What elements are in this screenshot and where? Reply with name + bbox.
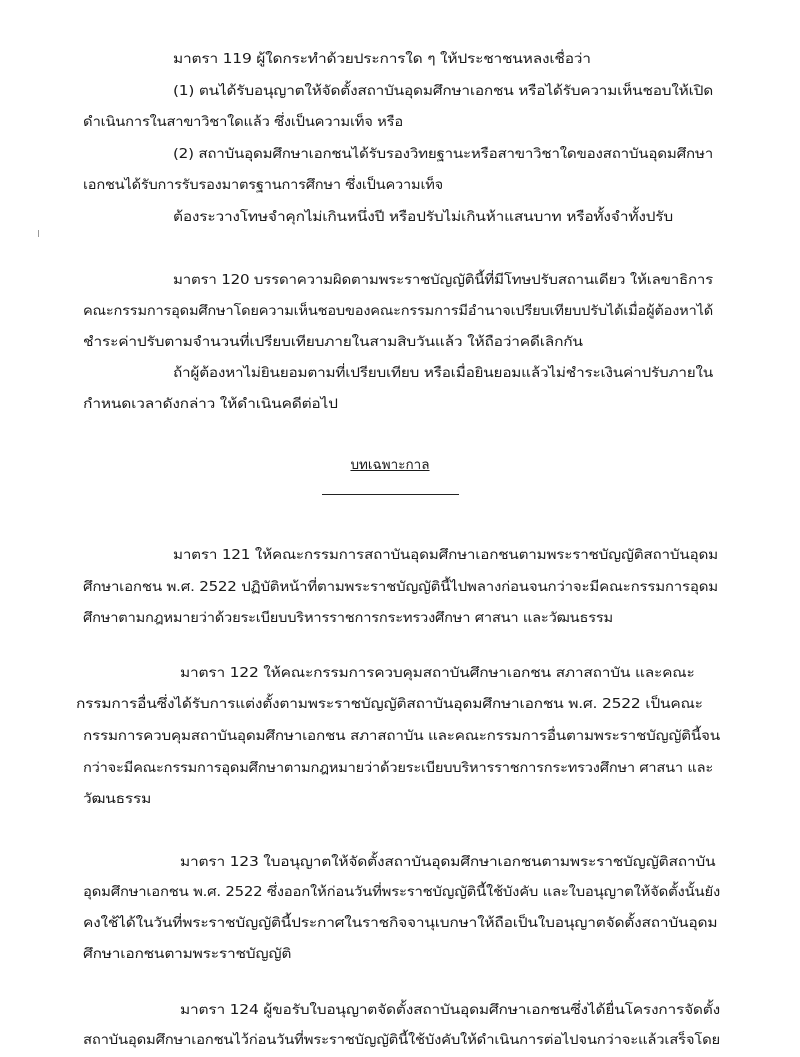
section-119-line-5: เอกชนได้รับการรับรองมาตรฐานการศึกษา ซึ่งเป็นความเท็จ: [83, 177, 443, 193]
section-120-line-5: กำหนดเวลาดังกล่าว ให้ดำเนินคดีต่อไป: [83, 396, 338, 412]
section-120-line-1: มาตรา 120 บรรดาความผิดตามพระราชบัญญัตินี้ที่มีโทษปรับสถานเดียว ให้เลขาธิการ: [173, 272, 713, 288]
section-120-line-4: ถ้าผู้ต้องหาไม่ยินยอมตามที่เปรียบเทียบ หรือเมื่อยินยอมแล้วไม่ชำระเงินค่าปรับภายใน: [173, 365, 713, 381]
section-122-line-4: กว่าจะมีคณะกรรมการอุดมศึกษาตามกฎหมายว่าด้วยระเบียบบริหารราชการกระทรวงศึกษา ศาสนา และ: [83, 760, 713, 776]
section-123-line-3: คงใช้ได้ในวันที่พระราชบัญญัตินี้ประกาศในราชกิจจานุเบกษาให้ถือเป็นใบอนุญาตจัดตั้งสถาบันอุดม: [83, 915, 718, 931]
section-122-line-3: กรรมการควบคุมสถาบันอุดมศึกษาเอกชน สภาสถาบัน และคณะกรรมการอื่นตามพระราชบัญญัตินี้จน: [83, 728, 720, 744]
section-121-line-3: ศึกษาตามกฎหมายว่าด้วยระเบียบบริหารราชการกระทรวงศึกษา ศาสนา และวัฒนธรรม: [83, 610, 613, 626]
transitional-provisions-heading: บทเฉพาะกาล: [350, 457, 430, 473]
section-122-line-2: กรรมการอื่นซึ่งได้รับการแต่งตั้งตามพระราชบัญญัติสถาบันอุดมศึกษาเอกชน พ.ศ. 2522 เป็นคณะ: [76, 696, 703, 712]
section-123-line-2: อุดมศึกษาเอกชน พ.ศ. 2522 ซึ่งออกให้ก่อนวันที่พระราชบัญญัตินี้ใช้บังคับ และใบอนุญาตให้จัดตั้งนั้นยัง: [83, 884, 720, 900]
section-121-line-1: มาตรา 121 ให้คณะกรรมการสถาบันอุดมศึกษาเอกชนตามพระราชบัญญัติสถาบันอุดม: [173, 547, 718, 563]
section-119-line-4: (2) สถาบันอุดมศึกษาเอกชนได้รับรองวิทยฐานะหรือสาขาวิชาใดของสถาบันอุดมศึกษา: [173, 146, 713, 162]
section-119-line-3: ดำเนินการในสาขาวิชาใดแล้ว ซึ่งเป็นความเท็จ หรือ: [83, 114, 403, 130]
section-122-line-1: มาตรา 122 ให้คณะกรรมการควบคุมสถาบันศึกษาเอกชน สภาสถาบัน และคณะ: [180, 665, 695, 681]
section-119-line-6: ต้องระวางโทษจำคุกไม่เกินหนึ่งปี หรือปรับไม่เกินห้าแสนบาท หรือทั้งจำทั้งปรับ: [173, 209, 673, 225]
section-121-line-2: ศึกษาเอกชน พ.ศ. 2522 ปฏิบัติหน้าที่ตามพระราชบัญญัตินี้ไปพลางก่อนจนกว่าจะมีคณะกรรมการอุดม: [83, 579, 718, 595]
section-119-line-2: (1) ตนได้รับอนุญาตให้จัดตั้งสถาบันอุดมศึกษาเอกชน หรือได้รับความเห็นชอบให้เปิด: [173, 83, 713, 99]
section-123-line-4: ศึกษาเอกชนตามพระราชบัญญัติ: [83, 946, 292, 962]
scan-mark: [38, 230, 39, 237]
section-120-line-3: ชำระค่าปรับตามจำนวนที่เปรียบเทียบภายในสามสิบวันแล้ว ให้ถือว่าคดีเลิกกัน: [83, 334, 583, 350]
section-124-line-1: มาตรา 124 ผู้ขอรับใบอนุญาตจัดตั้งสถาบันอุดมศึกษาเอกชนซึ่งได้ยื่นโครงการจัดตั้ง: [180, 1002, 720, 1018]
heading-divider: [322, 494, 459, 495]
section-122-line-5: วัฒนธรรม: [83, 791, 152, 807]
section-124-line-2: สถาบันอุดมศึกษาเอกชนไว้ก่อนวันที่พระราชบัญญัตินี้ใช้บังคับให้ดำเนินการต่อไปจนกว่าจะแล้วเสร็จโดย: [83, 1032, 721, 1048]
section-123-line-1: มาตรา 123 ใบอนุญาตให้จัดตั้งสถาบันอุดมศึกษาเอกชนตามพระราชบัญญัติสถาบัน: [180, 854, 716, 870]
section-119-line-1: มาตรา 119 ผู้ใดกระทำด้วยประการใด ๆ ให้ประชาชนหลงเชื่อว่า: [173, 51, 591, 67]
section-120-line-2: คณะกรรมการอุดมศึกษาโดยความเห็นชอบของคณะกรรมการมีอำนาจเปรียบเทียบปรับได้เมื่อผู้ต้องหาได้: [83, 303, 713, 319]
